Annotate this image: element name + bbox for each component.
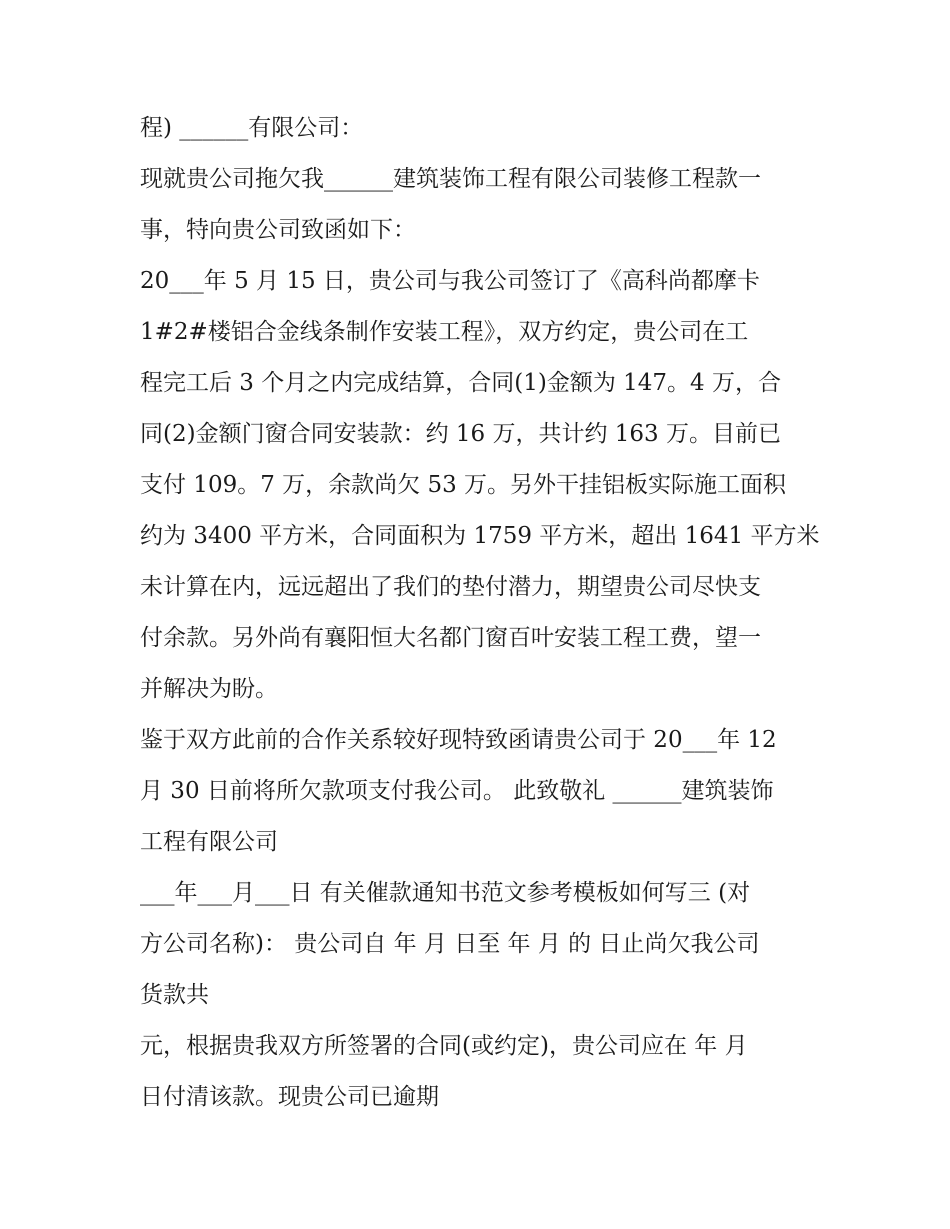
document-body (140, 103, 820, 1123)
text-line: 鉴于双方此前的合作关系较好现特致函请贵公司于 20___年 12 (140, 727, 777, 753)
text-line: 事，特向贵公司致函如下： (140, 217, 416, 243)
text-line: 月 30 日前将所欠款项支付我公司。 此致敬礼 ______建筑装饰 (140, 778, 774, 804)
text-line: 1#2#楼铝合金线条制作安装工程》，双方约定，贵公司在工 (140, 319, 749, 345)
text-line: 未计算在内，远远超出了我们的垫付潜力，期望贵公司尽快支 (140, 574, 761, 600)
text-line: 方公司名称)： 贵公司自 年 月 日至 年 月 的 日止尚欠我公司 (140, 931, 760, 957)
text-line: 现就贵公司拖欠我______建筑装饰工程有限公司装修工程款一 (140, 166, 761, 192)
text-line: 程) ______有限公司： (140, 115, 364, 141)
text-line: 日付清该款。现贵公司已逾期 (140, 1084, 439, 1110)
text-line: 约为 3400 平方米，合同面积为 1759 平方米，超出 1641 平方米 (140, 523, 820, 549)
text-line: 货款共 (140, 982, 209, 1008)
text-line: 并解决为盼。 (140, 676, 278, 702)
text-line: 支付 109。7 万，余款尚欠 53 万。另外干挂铝板实际施工面积 (140, 472, 787, 498)
text-line: 程完工后 3 个月之内完成结算，合同(1)金额为 147。4 万，合 (140, 370, 781, 396)
text-line: 同(2)金额门窗合同安装款：约 16 万，共计约 163 万。目前已 (140, 421, 781, 447)
text-line: 付余款。另外尚有襄阳恒大名都门窗百叶安装工程工费，望一 (140, 625, 761, 651)
text-line: 20___年 5 月 15 日，贵公司与我公司签订了《高科尚都摩卡 (140, 268, 760, 294)
text-line: 元，根据贵我双方所签署的合同(或约定)，贵公司应在 年 月 (140, 1033, 748, 1059)
text-line: 工程有限公司 (140, 829, 278, 855)
text-line: ___年___月___日 有关催款通知书范文参考模板如何写三 (对 (140, 880, 751, 906)
